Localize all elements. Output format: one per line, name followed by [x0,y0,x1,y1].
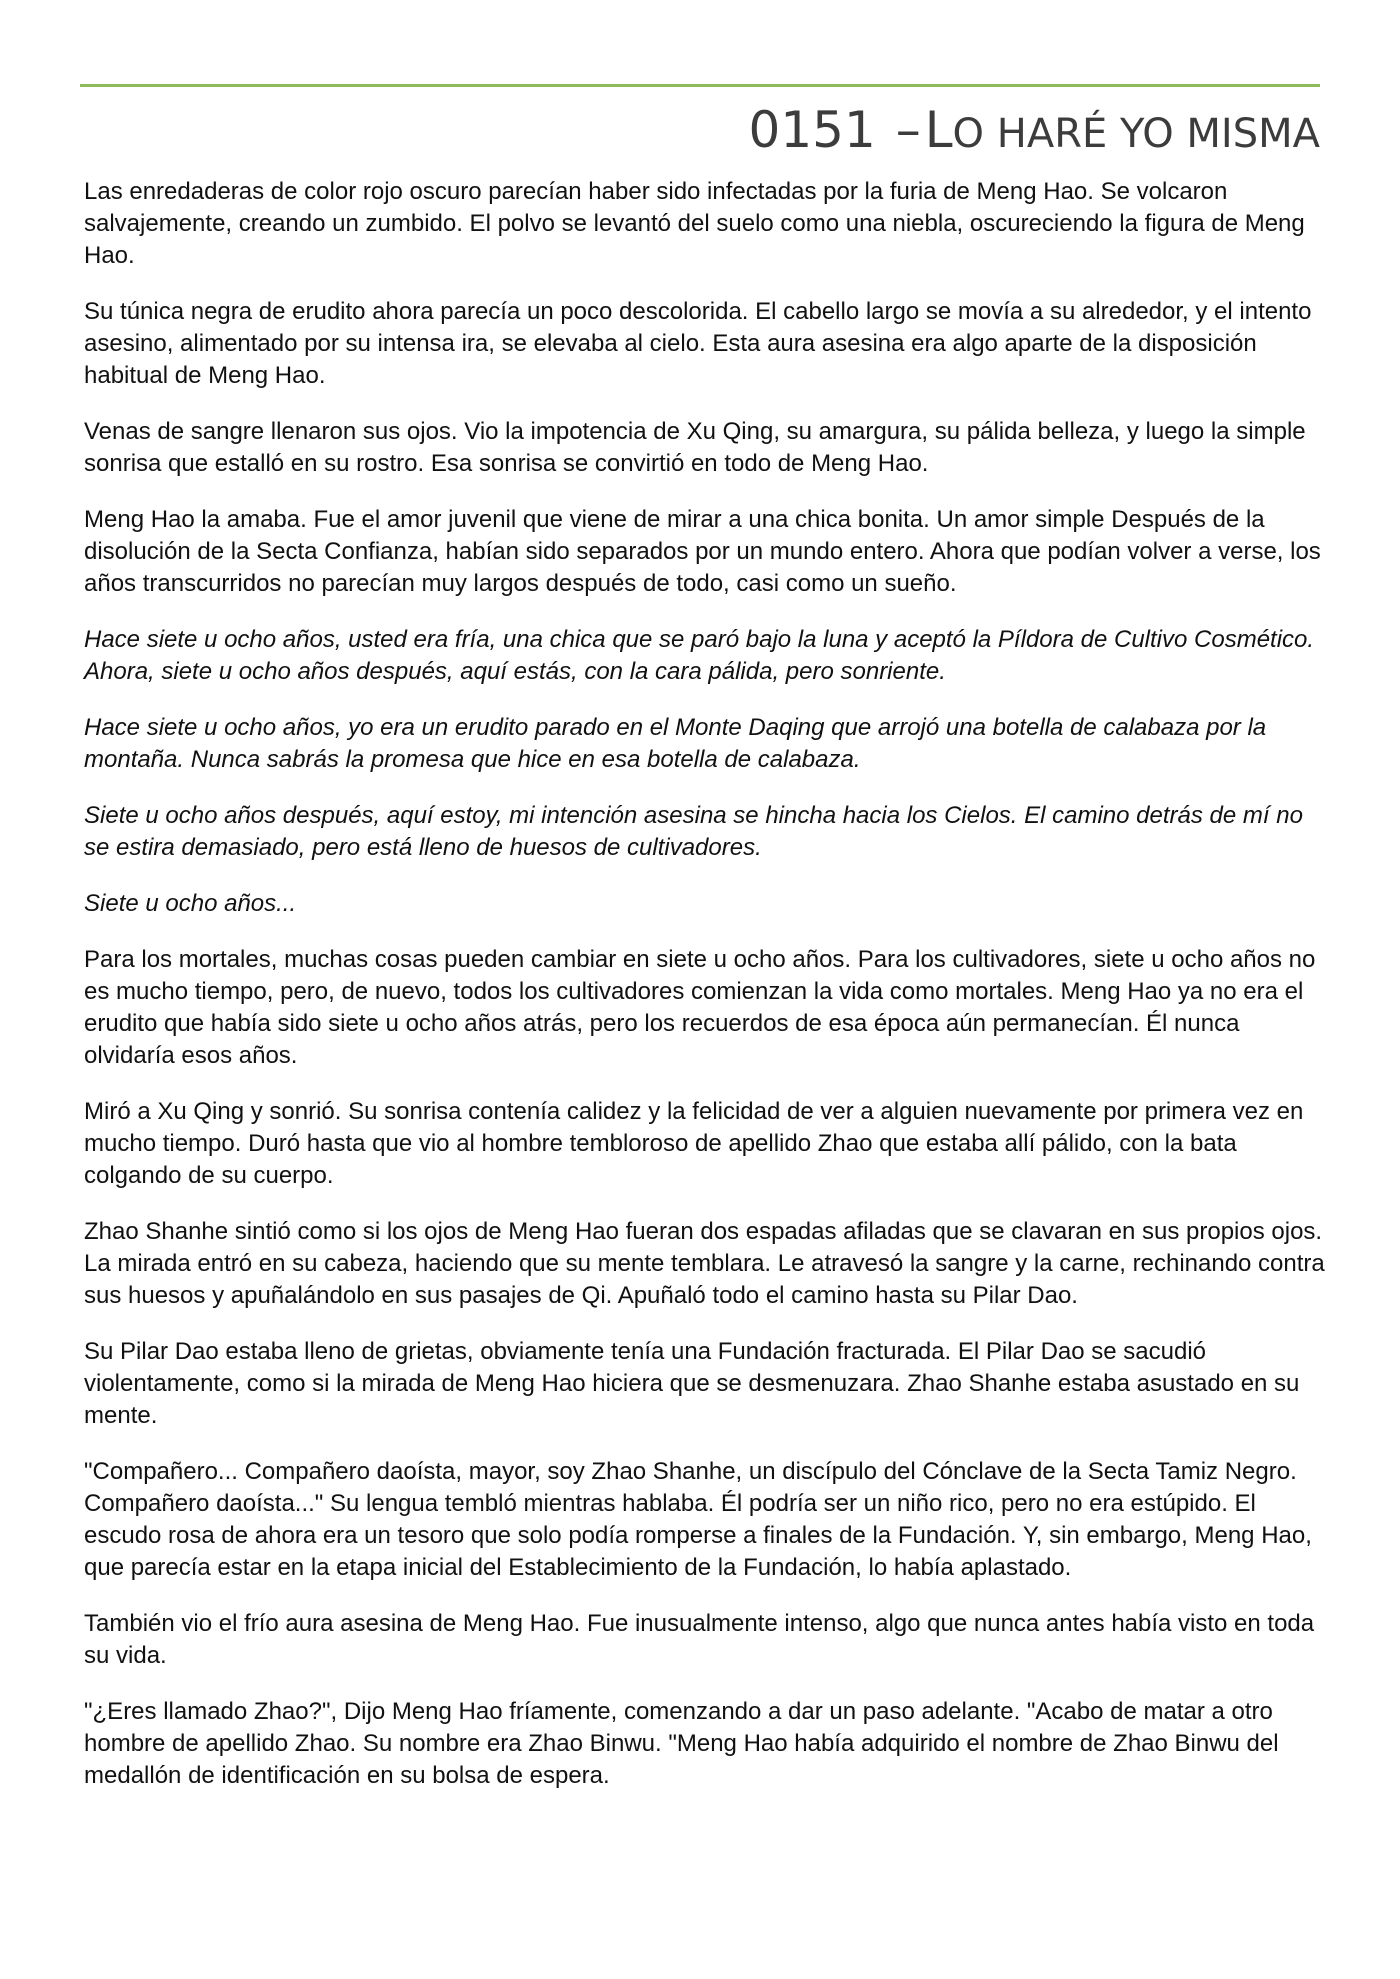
italic-paragraph: Hace siete u ocho años, yo era un erudito parado en el Monte Daqing que arrojó una botella de calabaza por la montaña. Nunca sabrás la promesa que hice en esa botella de calabaza. [84,714,1267,773]
paragraph: "Compañero... Compañero daoísta, mayor, soy Zhao Shanhe, un discípulo del Cónclave de la Secta Tamiz Negro. Compañero daoísta..." Su lengua tembló mientras hablaba. Él podría ser un niño rico, pero no era estúpido. El escudo rosa de ahora era un tesoro que solo podía romperse a finales de la Fundación. Y, sin embargo, Meng Hao, que parecía estar en la etapa inicial del Establecimiento de la Fundación, lo había aplastado. [84,1458,1312,1581]
chapter-body [84,176,1326,1816]
paragraph: Zhao Shanhe sintió como si los ojos de Meng Hao fueran dos espadas afiladas que se clavaran en sus propios ojos. La mirada entró en su cabeza, haciendo que su mente temblara. Le atravesó la sangre y la carne, rechinando contra sus huesos y apuñalándolo en sus pasajes de Qi. Apuñaló todo el camino hasta su Pilar Dao. [84,1218,1325,1309]
italic-paragraph: Siete u ocho años después, aquí estoy, mi intención asesina se hincha hacia los Cielos. El camino detrás de mí no se estira demasiado, pero está lleno de huesos de cultivadores. [84,802,1303,861]
header-rule [80,84,1320,87]
paragraph: Para los mortales, muchas cosas pueden cambiar en siete u ocho años. Para los cultivadores, siete u ocho años no es mucho tiempo, pero, de nuevo, todos los cultivadores comienzan la vida como mortales. Meng Hao ya no era el erudito que había sido siete u ocho años atrás, pero los recuerdos de esa época aún permanecían. Él nunca olvidaría esos años. [84,946,1316,1069]
paragraph: Miró a Xu Qing y sonrió. Su sonrisa contenía calidez y la felicidad de ver a alguien nuevamente por primera vez en mucho tiempo. Duró hasta que vio al hombre tembloroso de apellido Zhao que estaba allí pálido, con la bata colgando de su cuerpo. [84,1098,1304,1189]
paragraph: Meng Hao la amaba. Fue el amor juvenil que viene de mirar a una chica bonita. Un amor simple Después de la disolución de la Secta Confianza, habían sido separados por un mundo entero. Ahora que podían volver a verse, los años transcurridos no parecían muy largos después de todo, casi como un sueño. [84,506,1321,597]
paragraph: "¿Eres llamado Zhao?", Dijo Meng Hao fríamente, comenzando a dar un paso adelante. "Acabo de matar a otro hombre de apellido Zhao. Su nombre era Zhao Binwu. "Meng Hao había adquirido el nombre de Zhao Binwu del medallón de identificación en su bolsa de espera. [84,1698,1279,1789]
title-initial: L [924,101,953,159]
chapter-number: 0151 [748,101,876,159]
paragraph: Su túnica negra de erudito ahora parecía un poco descolorida. El cabello largo se movía a su alrededor, y el intento asesino, alimentado por su intensa ira, se elevaba al cielo. Esta aura asesina era algo aparte de la disposición habitual de Meng Hao. [84,298,1312,389]
paragraph: También vio el frío aura asesina de Meng Hao. Fue inusualmente intenso, algo que nunca antes había visto en toda su vida. [84,1610,1315,1669]
paragraph: Venas de sangre llenaron sus ojos. Vio la impotencia de Xu Qing, su amargura, su pálida belleza, y luego la simple sonrisa que estalló en su rostro. Esa sonrisa se convirtió en todo de Meng Hao. [84,418,1306,477]
title-rest: O HARÉ YO MISMA [952,111,1320,157]
paragraph: Las enredaderas de color rojo oscuro parecían haber sido infectadas por la furia de Meng Hao. Se volcaron salvajemente, creando un zumbido. El polvo se levantó del suelo como una niebla, oscureciendo la figura de Meng Hao. [84,178,1305,269]
italic-paragraph: Siete u ocho años... [84,890,297,917]
italic-paragraph: Hace siete u ocho años, usted era fría, una chica que se paró bajo la luna y aceptó la Píldora de Cultivo Cosmético. Ahora, siete u ocho años después, aquí estás, con la cara pálida, pero sonriente. [84,626,1315,685]
paragraph: Su Pilar Dao estaba lleno de grietas, obviamente tenía una Fundación fracturada. El Pilar Dao se sacudió violentamente, como si la mirada de Meng Hao hiciera que se desmenuzara. Zhao Shanhe estaba asustado en su mente. [84,1338,1300,1429]
chapter-title [749,98,1320,166]
title-dash: – [895,101,921,159]
